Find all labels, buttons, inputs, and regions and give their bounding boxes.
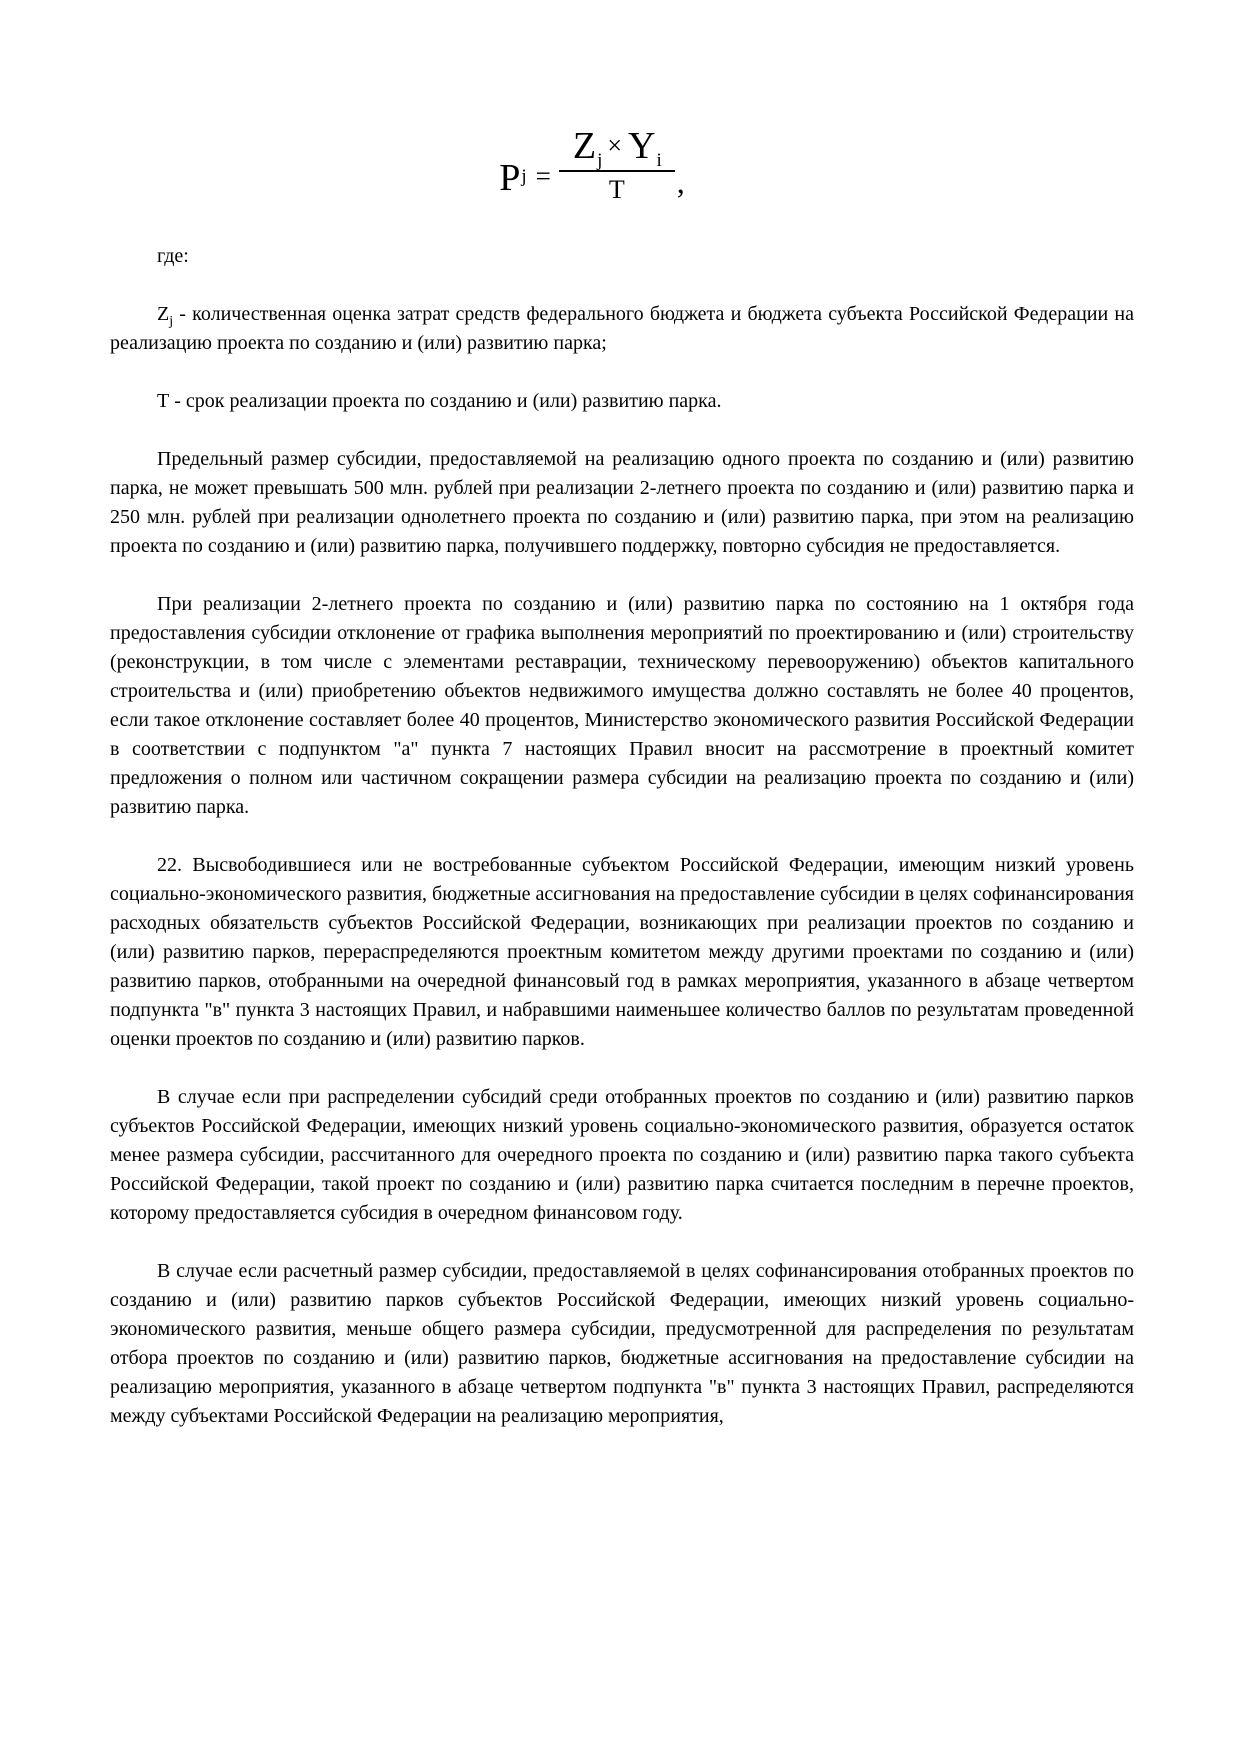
formula-equals-sign: = [535, 160, 551, 191]
formula-z-base: Z [572, 125, 597, 167]
formula-z-subscript: j [597, 150, 603, 171]
definition-z [110, 300, 1134, 358]
formula-y-subscript: i [656, 150, 662, 171]
formula-numerator [559, 125, 675, 172]
formula-p-base: P [499, 156, 521, 199]
paragraph-subsidy-limit: Предельный размер субсидии, предоставляемой на реализацию одного проекта по созданию и (или) развитию парка, не может превышать 500 млн. рублей при реализации 2-летнего проекта по созданию и (или) развитию парка и 250 млн. рублей при реализации однолетнего проекта по созданию и (или) развитию парка, при этом на реализацию проекта по созданию и (или) развитию парка, получившего поддержку, повторно субсидия не предоставляется. [110, 448, 1134, 557]
formula-p-subscript: j [521, 165, 527, 187]
paragraph-deviation-rule: При реализации 2-летнего проекта по созданию и (или) развитию парка по состоянию на 1 октября года предоставления субсидии отклонение от графика выполнения мероприятий по проектированию и (или) строительству (реконструкции, в том числе с элементами реставрации, техническому перевооружению) объектов капитального строительства и (или) приобретению объектов недвижимого имущества должно составлять не более 40 процентов, если такое отклонение составляет более 40 процентов, Министерство экономического развития Российской Федерации в соответствии с подпунктом "а" пункта 7 настоящих Правил вносит на рассмотрение в проектный комитет предложения о полном или частичном сокращении размера субсидии на реализацию проекта по созданию и (или) развитию парка. [110, 593, 1134, 818]
definition-t: Т - срок реализации проекта по созданию и (или) развитию парка. [157, 390, 722, 412]
definition-z-subscript: j [169, 314, 174, 329]
paragraph-remainder-rule: В случае если при распределении субсидий среди отобранных проектов по созданию и (или) развитию парков субъектов Российской Федерации, имеющих низкий уровень социально-экономического развития, образуется остаток менее размера субсидии, рассчитанного для очередного проекта по созданию и (или) развитию парка такого субъекта Российской Федерации, такой проект по созданию и (или) развитию парка считается последним в перечне проектов, которому предоставляется субсидия в очередном финансовом году. [110, 1086, 1134, 1224]
definition-z-symbol: Z [157, 303, 170, 325]
paragraph-where-label: где: [157, 245, 189, 267]
formula-fraction [559, 125, 675, 204]
formula [110, 125, 1074, 204]
formula-y-base: Y [628, 125, 656, 167]
paragraph-item-22: 22. Высвободившиеся или не востребованные субъектом Российской Федерации, имеющим низкий уровень социально-экономического развития, бюджетные ассигнования на предоставление субсидии в целях софинансирования расходных обязательств субъектов Российской Федерации, возникающих при реализации проектов по созданию и (или) развитию парков, перераспределяются проектным комитетом между другими проектами по созданию и (или) развитию парков, отобранными на очередной финансовый год в рамках мероприятия, указанного в абзаце четвертом подпункта "в" пункта 3 настоящих Правил, и набравшими наименьшее количество баллов по результатам проведенной оценки проектов по созданию и (или) развитию парков. [110, 854, 1135, 1050]
definition-z-text: - количественная оценка затрат средств федерального бюджета и бюджета субъекта Российской Федерации на реализацию проекта по созданию и (или) развитию парка; [110, 303, 1134, 354]
document-body [110, 242, 1134, 1431]
formula-comma: , [676, 163, 685, 200]
formula-multiply-sign: × [607, 131, 623, 160]
paragraph-calculated-size: В случае если расчетный размер субсидии, предоставляемой в целях софинансирования отобранных проектов по созданию и (или) развитию парков субъектов Российской Федерации, имеющих низкий уровень социально-экономического развития, меньше общего размера субсидии, предусмотренной для распределения по результатам отбора проектов по созданию и (или) развитию парков, бюджетные ассигнования на предоставление субсидии на реализацию мероприятия, указанного в абзаце четвертом подпункта "в" пункта 3 настоящих Правил, распределяются между субъектами Российской Федерации на реализацию мероприятия, [110, 1260, 1134, 1427]
formula-denominator: T [608, 175, 625, 204]
